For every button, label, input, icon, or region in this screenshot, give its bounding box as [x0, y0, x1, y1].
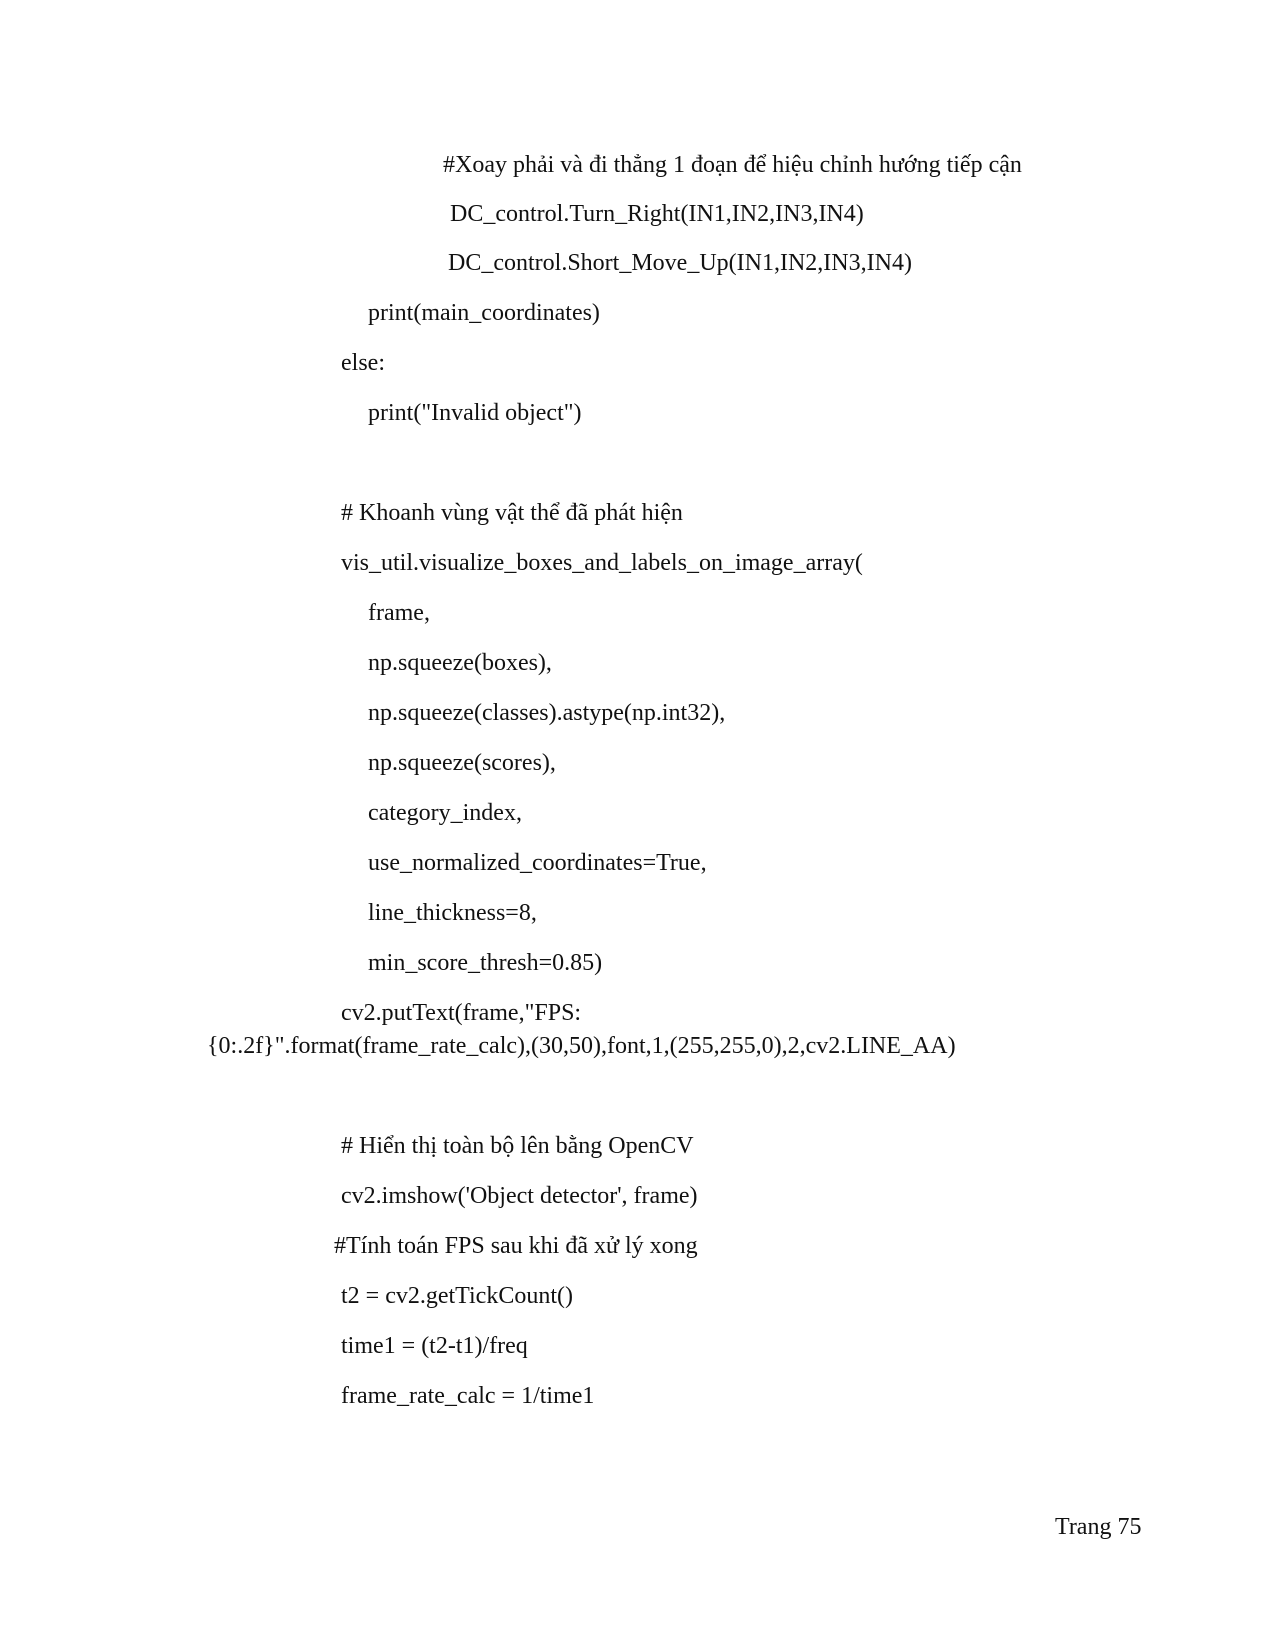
code-line: print("Invalid object") — [368, 400, 582, 426]
code-line: vis_util.visualize_boxes_and_labels_on_image_array( — [341, 550, 863, 576]
code-line: min_score_thresh=0.85) — [368, 950, 603, 976]
code-line: t2 = cv2.getTickCount() — [341, 1283, 573, 1309]
code-line: print(main_coordinates) — [368, 300, 600, 326]
code-comment-line: #Tính toán FPS sau khi đã xử lý xong — [334, 1233, 698, 1259]
code-comment-line: #Xoay phải và đi thẳng 1 đoạn để hiệu chỉnh hướng tiếp cận — [443, 152, 1022, 178]
code-line-continuation: {0:.2f}".format(frame_rate_calc),(30,50),font,1,(255,255,0),2,cv2.LINE_AA) — [207, 1033, 956, 1059]
code-line: line_thickness=8, — [368, 900, 537, 926]
code-comment-line: # Hiển thị toàn bộ lên bằng OpenCV — [341, 1133, 694, 1159]
code-line: else: — [341, 350, 385, 376]
code-line: np.squeeze(classes).astype(np.int32), — [368, 700, 726, 726]
code-line: time1 = (t2-t1)/freq — [341, 1333, 528, 1359]
code-line: frame_rate_calc = 1/time1 — [341, 1383, 595, 1409]
code-line: cv2.imshow('Object detector', frame) — [341, 1183, 698, 1209]
code-line: DC_control.Turn_Right(IN1,IN2,IN3,IN4) — [450, 201, 864, 227]
code-line: cv2.putText(frame,"FPS: — [341, 1000, 582, 1026]
code-line: np.squeeze(scores), — [368, 750, 556, 776]
code-line: use_normalized_coordinates=True, — [368, 850, 707, 876]
code-line: DC_control.Short_Move_Up(IN1,IN2,IN3,IN4) — [448, 250, 912, 276]
code-line: frame, — [368, 600, 430, 626]
page-number: Trang 75 — [1055, 1514, 1142, 1540]
code-line: np.squeeze(boxes), — [368, 650, 552, 676]
code-comment-line: # Khoanh vùng vật thể đã phát hiện — [341, 500, 683, 526]
code-line: category_index, — [368, 800, 522, 826]
